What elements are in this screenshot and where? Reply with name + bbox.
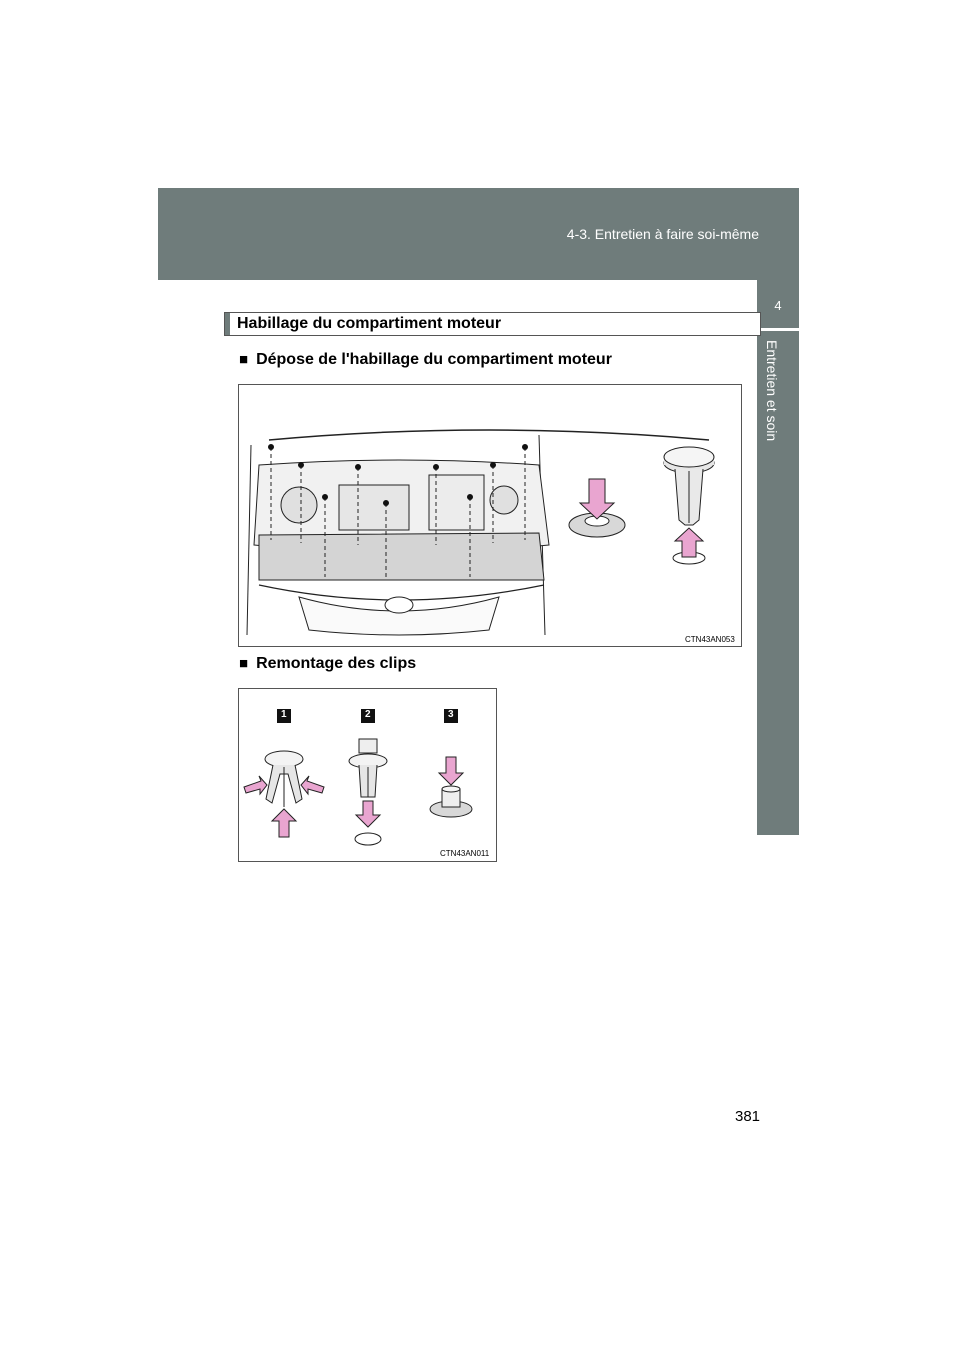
figure-clip-steps bbox=[238, 688, 497, 862]
chapter-number: 4 bbox=[774, 298, 782, 313]
tab-divider bbox=[757, 328, 799, 331]
figure-code: CTN43AN053 bbox=[685, 635, 735, 644]
chapter-label: Entretien et soin bbox=[764, 340, 780, 442]
engine-illustration bbox=[239, 385, 741, 646]
section-title: Habillage du compartiment moteur bbox=[237, 315, 502, 332]
bullet-icon: ■ bbox=[239, 655, 249, 672]
subheading-reinstall-text: Remontage des clips bbox=[256, 655, 417, 672]
section-heading bbox=[224, 312, 761, 336]
header-band bbox=[158, 188, 799, 280]
side-tab bbox=[757, 280, 799, 835]
bullet-icon: ■ bbox=[239, 351, 249, 368]
step-number-3: 3 bbox=[448, 709, 454, 720]
figure-engine-compartment bbox=[238, 384, 742, 647]
page-number: 381 bbox=[735, 1108, 761, 1125]
figure-code: CTN43AN011 bbox=[440, 849, 490, 858]
chapter-header: 4-3. Entretien à faire soi-même bbox=[566, 226, 759, 242]
step-number-1: 1 bbox=[281, 709, 287, 720]
subheading-reinstall bbox=[239, 655, 416, 673]
subheading-removal bbox=[239, 351, 612, 369]
subheading-removal-text: Dépose de l'habillage du compartiment moteur bbox=[256, 351, 612, 368]
step-number-2: 2 bbox=[365, 709, 371, 720]
section-accent bbox=[225, 313, 230, 335]
